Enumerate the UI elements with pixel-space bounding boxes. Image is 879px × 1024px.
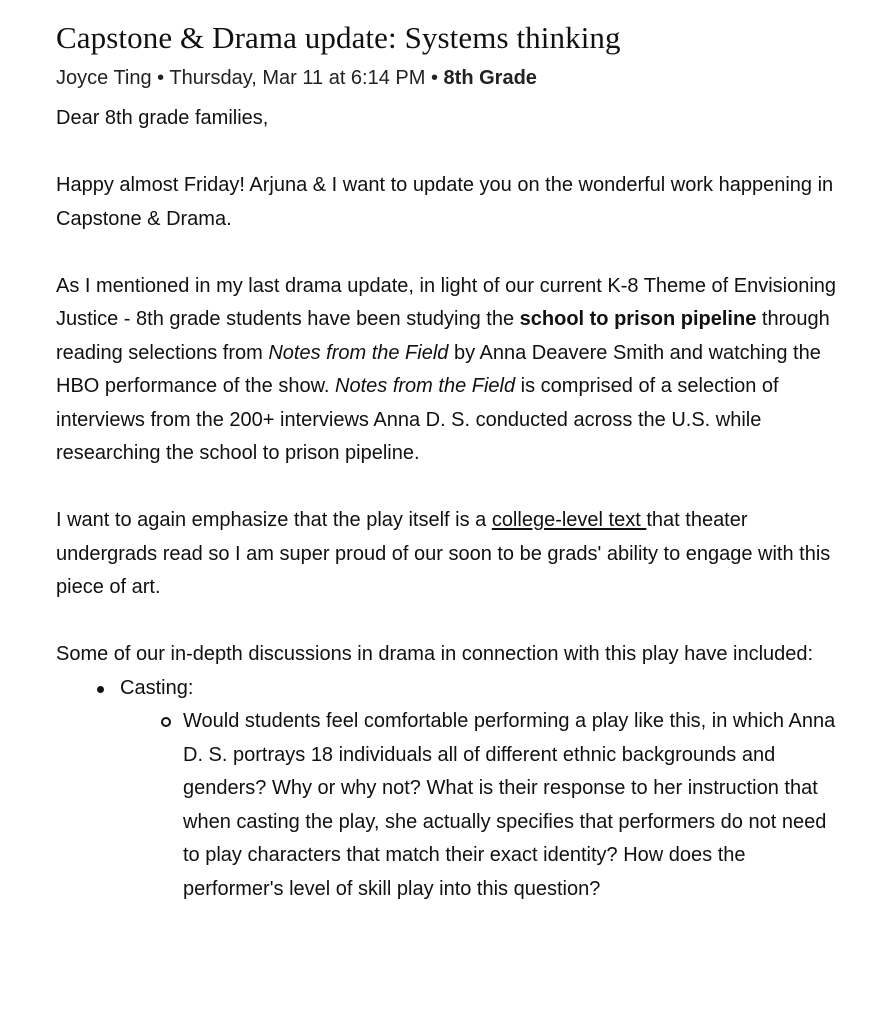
book-title: Notes from the Field — [335, 375, 516, 397]
sub-list — [120, 705, 846, 906]
bold-phrase: school to prison pipeline — [519, 308, 757, 330]
paragraph-text: is comprised of a selection of interviews from the 200+ interviews Anna D. S. conducted across the U.S. while researching the school to prison pipeline. — [56, 375, 779, 464]
paragraph-discussions: Some of our in-depth discussions in drama in connection with this play have included: — [56, 643, 814, 665]
byline-separator: • — [151, 67, 170, 89]
book-title: Notes from the Field — [268, 341, 449, 364]
college-level-text-link[interactable]: college-level text — [491, 509, 647, 531]
post-title: Capstone & Drama update: Systems thinking — [56, 20, 621, 55]
discussion-list — [56, 672, 846, 907]
greeting: Dear 8th grade families, — [56, 107, 269, 129]
post-byline — [56, 64, 846, 92]
paragraph-emphasis — [56, 504, 846, 605]
author-name[interactable]: Joyce Ting — [56, 67, 152, 89]
list-item-label: Casting: — [120, 676, 194, 699]
paragraph-text: by Anna Deavere Smith and watching the HBO performance of the show. — [56, 341, 821, 397]
bullet-circle-icon — [161, 717, 171, 727]
paragraph-text: As I mentioned in my last drama update, in light of our current K-8 Theme of Envisioning Justice - 8th grade students have been studying the — [56, 274, 837, 330]
paragraph-text: I want to again emphasize that the play itself is a — [56, 509, 492, 531]
bullet-disc-icon — [97, 686, 104, 693]
paragraph-text: through reading selections from — [56, 308, 830, 364]
paragraph-intro: Happy almost Friday! Arjuna & I want to update you on the wonderful work happening in Capstone & Drama. — [56, 174, 834, 230]
announcement-post — [56, 18, 846, 906]
post-date: Thursday, Mar 11 at 6:14 PM — [169, 67, 426, 89]
paragraph-text: that theater undergrads read so I am super proud of our soon to be grads' ability to engage with this piece of art. — [56, 509, 831, 598]
grade-tag[interactable]: 8th Grade — [443, 67, 537, 89]
list-item-text: Would students feel comfortable performing a play like this, in which Anna D. S. portrays 18 individuals all of different ethnic backgrounds and genders? Why or why not? What is their response to her instruction that when casting the play, she actually specifies that performers do not need to play characters that match their exact identity? How does the performer's level of skill play into this question? — [183, 710, 836, 900]
paragraph-theme — [56, 270, 846, 471]
list-item — [56, 672, 846, 907]
list-item — [56, 705, 846, 906]
post-body — [56, 102, 846, 906]
byline-separator: • — [425, 67, 444, 89]
